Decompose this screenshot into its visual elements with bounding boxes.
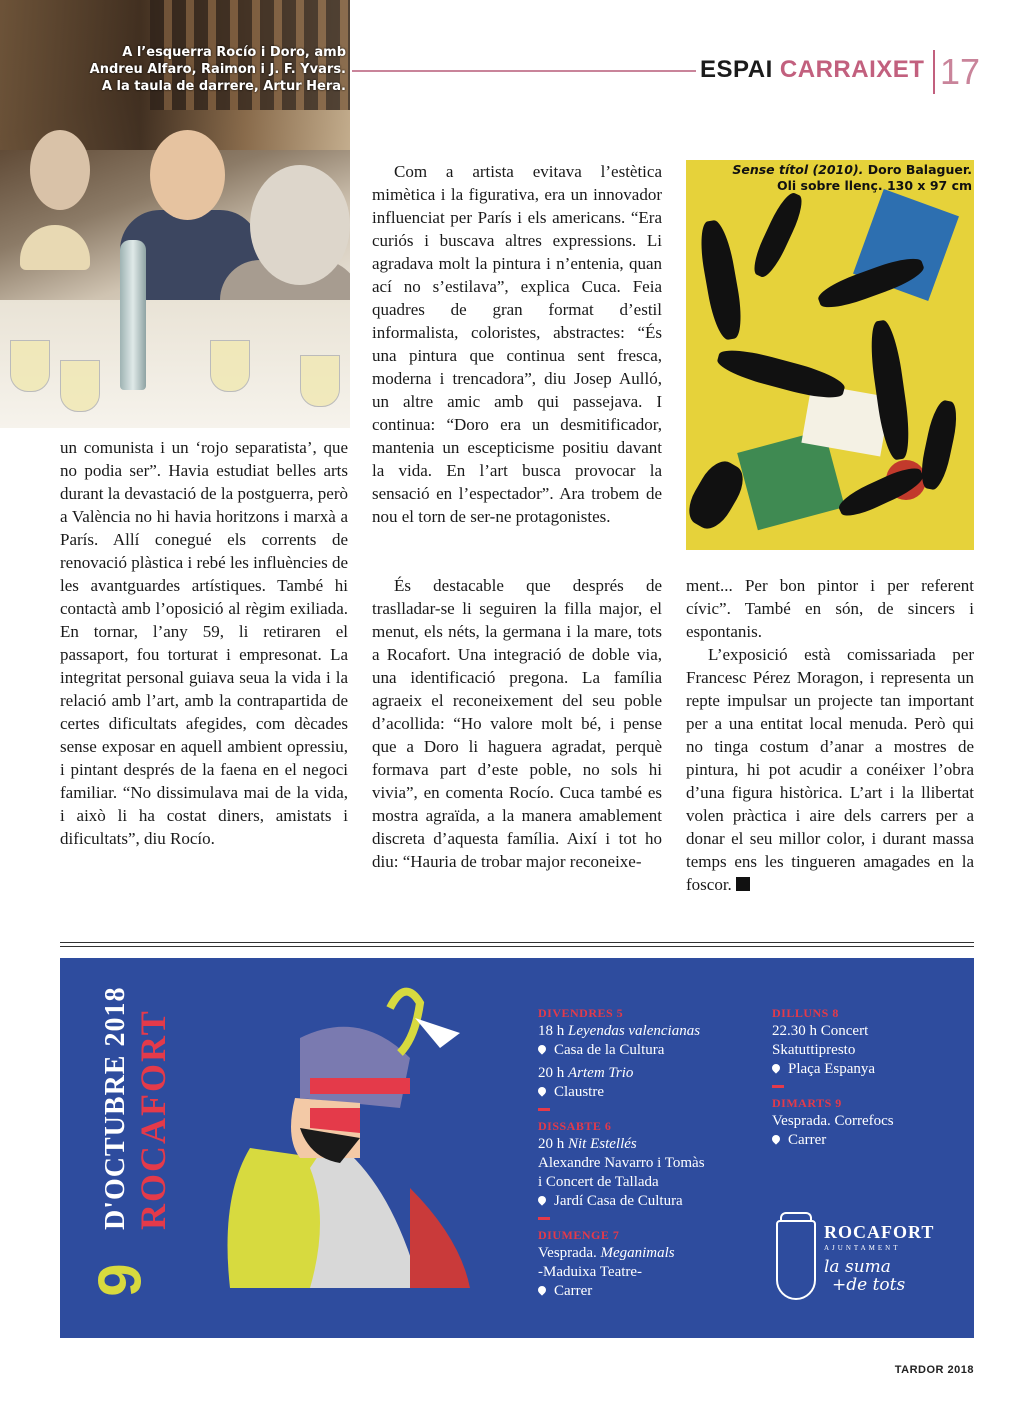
schedule-day: DIUMENGE 7 [538, 1228, 620, 1242]
schedule-place: Jardí Casa de Cultura [538, 1192, 768, 1211]
ad-town: ROCAFORT [133, 1009, 173, 1230]
article-column-1 [60, 436, 348, 850]
article-paragraph-last [686, 643, 974, 896]
article-paragraph: Com a artista evitava l’estètica mimètica i la figurativa, era un innovador influenciat per París i els americans. “Era curiós i buscava altres expressions. Li agradava molt la pintura i n’entenia, quan ací no s’estilava”, explica Cuca. Feia quadres de gran format d’estil informalista, coloristes, abstractes: “És una pintura que continua sent fresca, moderna i trencadora”, diu Josep Aulló, un altre amic amb qui passejava. I continua: “Doro era un desmitificador, mantenia un escepticisme positiu davant la vida. En l’art busca provocar la sensació en l’espectador”. Ara trobem de nou el torn de ser-ne protagonistes. [372, 162, 662, 526]
photo-caption-line: Andreu Alfaro, Raimon i J. F. Yvars. [89, 62, 346, 77]
illustration-wing [415, 1018, 460, 1048]
schedule-day: DIVENDRES 5 [538, 1006, 624, 1020]
article-paragraph: És destacable que després de traslladar-se li seguiren la filla major, el menut, els néts, la germana i la mare, tots a Rocafort. Una integració de doble via, una identificació pregona. La família agraeix el reconeixement del seu poble d’acollida: “Ho valore molt bé, i pense que a Doro li haguera agradat, perquè formava part d’este poble, no sols hi vivia”, en comenta Rocío. Cuca també es mostra agraïda, a la manera amablement discreta d’aquesta família. Així i tot ho diu: “Hauria de trobar major reconeixe- [372, 576, 662, 871]
schedule-event: 20 h Nit Estellés [538, 1136, 637, 1152]
schedule-place: Carrer [772, 1131, 962, 1150]
ad-day-number: 9 [86, 1263, 154, 1297]
issue-footer: TARDOR 2018 [894, 1364, 974, 1376]
illustration-patterned-cloth [310, 1138, 420, 1288]
section-title [700, 56, 924, 84]
schedule-left [538, 1004, 768, 1301]
painting-author: Doro Balaguer. [867, 162, 972, 177]
logo-name: ROCAFORT [824, 1222, 935, 1242]
header-divider [933, 50, 935, 94]
schedule-extra: Alexandre Navarro i Tomàs [538, 1155, 705, 1171]
article-column-2-top [372, 160, 662, 528]
location-pin-icon [536, 1284, 547, 1295]
schedule-separator [538, 1217, 550, 1220]
schedule-place: Carrer [538, 1282, 768, 1301]
schedule-event: Vesprada. Meganimals [538, 1245, 675, 1261]
schedule-right [772, 1004, 962, 1150]
schedule-day: DIMARTS 9 [772, 1096, 842, 1110]
ad-separator [470, 958, 471, 959]
painting-caption [712, 162, 972, 194]
schedule-event: 20 h Artem Trio [538, 1065, 634, 1081]
section-title-part2: CARRAIXET [779, 56, 925, 83]
header-rule [352, 70, 696, 72]
crown-icon [780, 1212, 812, 1220]
illustration-turban [300, 1027, 410, 1108]
location-pin-icon [536, 1085, 547, 1096]
schedule-day: DISSABTE 6 [538, 1119, 612, 1133]
logo-sub: AJUNTAMENT [824, 1244, 901, 1252]
article-column-3 [686, 574, 974, 896]
painting-details: Oli sobre llenç. 130 x 97 cm [776, 178, 972, 193]
schedule-event: 18 h Leyendas valencianas [538, 1023, 701, 1039]
schedule-extra: i Concert de Tallada [538, 1174, 659, 1190]
end-mark [736, 877, 750, 891]
painting-image [686, 160, 974, 550]
article-paragraph: un comunista i un ‘rojo separatista’, que no podia ser”. Havia estudiat belles arts durant la devastació de la postguerra, però a València no hi havia horitzons i marxà a París. Allí conegué els corrents de renovació plàstica i rebé les influències de les avantguardes artístiques. També hi contactà amb l’oposició al règim exiliada. En tornar, l’any 59, li retiraren el passaport, fou torturat i empresonat. La integritat personal guiava seua la vida i la relació amb l’art, amb la contrapartida de certes dificultats afegides, com dècades sense exposar en aquell ambient opressiu, i pintant després de la faena en el negoci familiar. “No dissimulava mai de la vida, i això li ha costat diners, amistats i dificultats”, diu Rocío. [60, 438, 348, 848]
illustration-red-cloth [410, 1188, 470, 1288]
ad-divider [60, 942, 974, 947]
logo-tagline: la suma +de tots [824, 1257, 906, 1295]
photo-caption-line: A la taula de darrere, Artur Hera. [101, 79, 346, 94]
schedule-event: 22.30 h Concert [772, 1023, 869, 1039]
painting-title: Sense títol (2010). [732, 162, 864, 177]
location-pin-icon [770, 1062, 781, 1073]
article-column-2-bottom [372, 574, 662, 873]
location-pin-icon [770, 1133, 781, 1144]
schedule-separator [772, 1085, 784, 1088]
schedule-place: Casa de la Cultura [538, 1041, 768, 1060]
page-number: 17 [940, 51, 981, 92]
schedule-place: Plaça Espanya [772, 1060, 962, 1079]
location-pin-icon [536, 1194, 547, 1205]
section-title-part1: ESPAI [700, 56, 773, 83]
illustration-bird [390, 992, 420, 1053]
ad-date: D'OCTUBRE 2018 [100, 986, 131, 1230]
crest-icon [776, 1220, 816, 1300]
schedule-event: Vesprada. Correfocs [772, 1113, 894, 1129]
schedule-extra: -Maduixa Teatre- [538, 1264, 643, 1280]
location-pin-icon [536, 1043, 547, 1054]
schedule-place: Claustre [538, 1083, 768, 1102]
schedule-separator [538, 1108, 550, 1111]
rocafort-logo [776, 1214, 935, 1314]
article-last-text: L’exposició està comissariada per Francesc Pérez Moragon, i representa un repte impulsar un projecte tan important per a una entitat local menuda. Però qui no tinga costum d’anar a mostres de pintura, hi pot acudir a conéixer l’obra d’una figura històrica. L’art i la llibertat volen pràctica i aire dels carrers per a donar el seu millor color, i durant massa temps ens les tingueren amagades en la foscor. [686, 645, 974, 894]
photo-caption [46, 44, 346, 95]
schedule-day: DILLUNS 8 [772, 1006, 839, 1020]
photo-caption-line: A l’esquerra Rocío i Doro, amb [122, 45, 346, 60]
article-paragraph: ment... Per bon pintor i per referent cívic”. També en són, de sincers i espontanis. [686, 576, 974, 641]
illustration-band [310, 1078, 410, 1094]
schedule-extra: Skatuttipresto [772, 1042, 856, 1058]
